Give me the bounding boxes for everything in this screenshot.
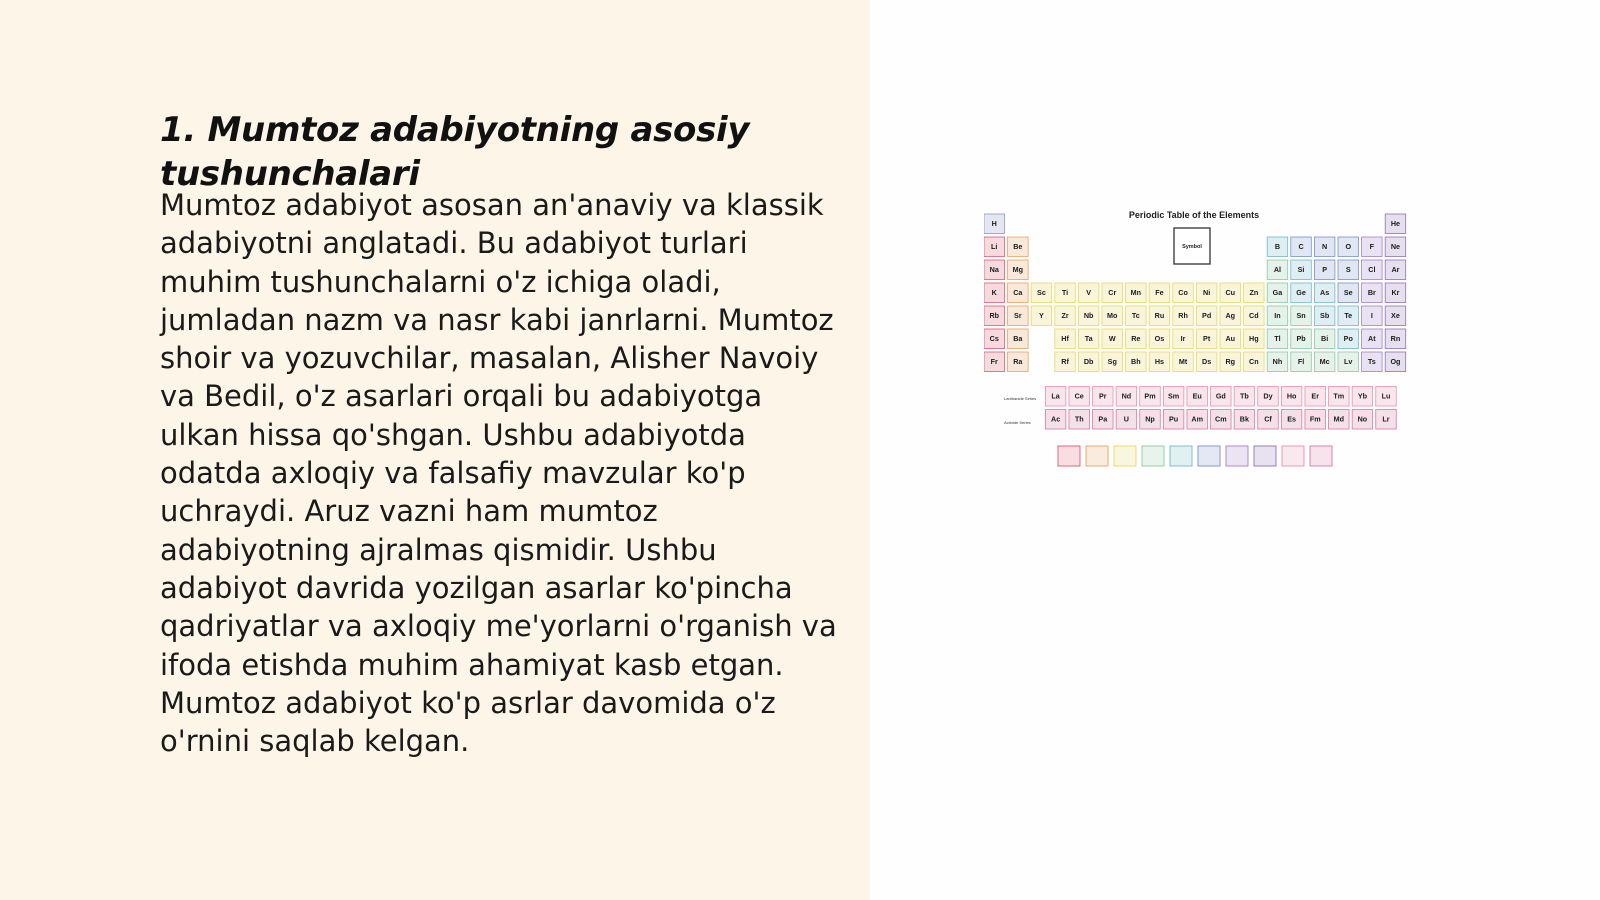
element-symbol-bk: Bk xyxy=(1239,414,1250,424)
legend-swatch xyxy=(1058,446,1080,466)
element-symbol-cm: Cm xyxy=(1215,414,1227,424)
element-symbol-sc: Sc xyxy=(1037,288,1046,297)
element-symbol-pd: Pd xyxy=(1202,311,1212,320)
slide-body-text: Mumtoz adabiyot asosan an'anaviy va klassik adabiyotni anglatadi. Bu adabiyot turlari muhim tushunchalarni o'z ichiga oladi, jumladan nazm va nasr kabi janrlarni. Mumtoz shoir va yozuvchilar, masalan, Alisher Navoiy va Bedil, o'z asarlari orqali bu adabiyotga ulkan hissa qo'shgan. Ushbu adabiyotda odatda axloqiy va falsafiy mavzular ko'p uchraydi. Aruz vazni ham mumtoz adabiyotning ajralmas qismidir. Ushbu adabiyot davrida yozilgan asarlar ko'pincha qadriyatlar va axloqiy me'yorlarni o'rganish va ifoda etishda muhim ahamiyat kasb etgan. Mumtoz adabiyot ko'p asrlar davomida o'z o'rnini saqlab kelgan. xyxy=(160,188,837,759)
element-symbol-cr: Cr xyxy=(1108,288,1117,297)
element-symbol-ar: Ar xyxy=(1391,265,1400,274)
element-symbol-mn: Mn xyxy=(1130,288,1142,297)
element-symbol-sm: Sm xyxy=(1168,391,1180,401)
element-symbol-y: Y xyxy=(1039,311,1044,320)
element-symbol-os: Os xyxy=(1154,334,1165,343)
element-symbol-bh: Bh xyxy=(1131,357,1141,366)
lanthanide-series-label: Lanthanide Series xyxy=(1004,396,1037,401)
element-symbol-fr: Fr xyxy=(990,357,998,366)
element-symbol-nd: Nd xyxy=(1121,391,1132,401)
element-symbol-mg: Mg xyxy=(1012,265,1024,274)
element-symbol-as: As xyxy=(1320,288,1330,297)
element-symbol-lr: Lr xyxy=(1382,414,1390,424)
element-symbol-au: Au xyxy=(1225,334,1236,343)
element-symbol-na: Na xyxy=(989,265,999,274)
element-symbol-k: K xyxy=(991,288,997,297)
element-symbol-mo: Mo xyxy=(1107,311,1118,320)
slide-title: 1. Mumtoz adabiyotning asosiy tushunchalari xyxy=(160,110,750,194)
element-symbol-f: F xyxy=(1369,242,1375,251)
element-symbol-ac: Ac xyxy=(1051,414,1061,424)
legend-swatch xyxy=(1198,446,1220,466)
element-symbol-ne: Ne xyxy=(1390,242,1401,251)
legend-swatch xyxy=(1226,446,1248,466)
element-symbol-se: Se xyxy=(1343,288,1353,297)
element-symbol-n: N xyxy=(1322,242,1328,251)
element-symbol-ti: Ti xyxy=(1061,288,1069,297)
element-symbol-ce: Ce xyxy=(1074,391,1084,401)
element-symbol-fe: Fe xyxy=(1155,288,1164,297)
element-symbol-pa: Pa xyxy=(1098,414,1108,424)
legend-swatch xyxy=(1282,446,1304,466)
element-symbol-fm: Fm xyxy=(1309,414,1321,424)
element-symbol-w: W xyxy=(1108,334,1116,343)
element-symbol-tb: Tb xyxy=(1240,391,1249,401)
element-symbol-b: B xyxy=(1274,242,1281,251)
element-symbol-cl: Cl xyxy=(1368,265,1376,274)
element-symbol-ag: Ag xyxy=(1225,311,1236,320)
element-symbol-re: Re xyxy=(1131,334,1141,343)
element-symbol-sn: Sn xyxy=(1296,311,1306,320)
legend-swatch xyxy=(1142,446,1164,466)
element-symbol-pm: Pm xyxy=(1144,391,1156,401)
element-symbol-pr: Pr xyxy=(1099,391,1107,401)
element-symbol-i: I xyxy=(1370,311,1373,320)
element-symbol-ho: Ho xyxy=(1286,391,1297,401)
key-symbol: Symbol xyxy=(1182,244,1202,250)
legend-swatch xyxy=(1170,446,1192,466)
element-symbol-hg: Hg xyxy=(1249,334,1259,343)
element-symbol-lv: Lv xyxy=(1344,357,1353,366)
element-symbol-nb: Nb xyxy=(1083,311,1094,320)
element-symbol-in: In xyxy=(1274,311,1281,320)
legend-swatch xyxy=(1254,446,1276,466)
element-symbol-be: Be xyxy=(1013,242,1023,251)
element-symbol-ds: Ds xyxy=(1202,357,1212,366)
element-symbol-rb: Rb xyxy=(989,311,1000,320)
element-symbol-ts: Ts xyxy=(1367,357,1376,366)
element-symbol-tc: Tc xyxy=(1131,311,1140,320)
element-symbol-cn: Cn xyxy=(1249,357,1259,366)
element-symbol-br: Br xyxy=(1367,288,1376,297)
element-symbol-rf: Rf xyxy=(1061,357,1069,366)
element-symbol-fl: Fl xyxy=(1297,357,1305,366)
element-symbol-ir: Ir xyxy=(1180,334,1186,343)
element-symbol-ge: Ge xyxy=(1296,288,1306,297)
element-symbol-ca: Ca xyxy=(1013,288,1023,297)
element-symbol-er: Er xyxy=(1311,391,1320,401)
element-symbol-ga: Ga xyxy=(1272,288,1283,297)
category-legend xyxy=(1058,446,1332,466)
element-symbol-cd: Cd xyxy=(1249,311,1259,320)
element-symbol-zn: Zn xyxy=(1249,288,1259,297)
element-symbol-h: H xyxy=(991,219,997,228)
element-symbol-hf: Hf xyxy=(1061,334,1069,343)
element-symbol-ra: Ra xyxy=(1013,357,1023,366)
element-symbol-cs: Cs xyxy=(989,334,999,343)
element-symbol-es: Es xyxy=(1287,414,1297,424)
element-symbol-he: He xyxy=(1390,219,1401,228)
element-symbol-tl: Tl xyxy=(1274,334,1281,343)
element-symbol-sr: Sr xyxy=(1014,311,1022,320)
element-symbol-pu: Pu xyxy=(1169,414,1179,424)
legend-swatch xyxy=(1086,446,1108,466)
element-symbol-c: C xyxy=(1298,242,1304,251)
element-symbol-cu: Cu xyxy=(1225,288,1236,297)
element-symbol-zr: Zr xyxy=(1061,311,1069,320)
element-symbol-nh: Nh xyxy=(1272,357,1283,366)
legend-swatch xyxy=(1114,446,1136,466)
element-symbol-md: Md xyxy=(1333,414,1345,424)
element-symbol-db: Db xyxy=(1083,357,1094,366)
element-symbol-xe: Xe xyxy=(1391,311,1400,320)
element-symbol-s: S xyxy=(1345,265,1351,274)
element-symbol-al: Al xyxy=(1273,265,1282,274)
element-symbol-u: U xyxy=(1123,414,1130,424)
element-symbol-li: Li xyxy=(991,242,998,251)
actinide-series-label: Actinide Series xyxy=(1004,420,1031,425)
element-symbol-rg: Rg xyxy=(1225,357,1236,366)
element-symbol-og: Og xyxy=(1390,357,1401,366)
element-symbol-lu: Lu xyxy=(1381,391,1391,401)
element-symbol-at: At xyxy=(1368,334,1376,343)
element-symbol-co: Co xyxy=(1178,288,1188,297)
periodic-table-image xyxy=(984,200,1416,480)
legend-swatch xyxy=(1310,446,1332,466)
element-symbol-dy: Dy xyxy=(1263,391,1273,401)
element-symbol-o: O xyxy=(1345,242,1352,251)
element-symbol-p: P xyxy=(1322,265,1328,274)
element-symbol-yb: Yb xyxy=(1357,391,1368,401)
element-symbol-ni: Ni xyxy=(1203,288,1211,297)
element-symbol-la: La xyxy=(1051,391,1060,401)
element-symbol-bi: Bi xyxy=(1321,334,1329,343)
element-symbol-mt: Mt xyxy=(1178,357,1188,366)
element-symbol-hs: Hs xyxy=(1154,357,1165,366)
element-symbol-pt: Pt xyxy=(1203,334,1211,343)
element-symbol-pb: Pb xyxy=(1296,334,1306,343)
element-symbol-no: No xyxy=(1357,414,1368,424)
element-symbol-rn: Rn xyxy=(1390,334,1401,343)
element-symbol-v: V xyxy=(1086,288,1092,297)
element-symbol-tm: Tm xyxy=(1333,391,1345,401)
element-symbol-th: Th xyxy=(1074,414,1084,424)
element-symbol-ba: Ba xyxy=(1013,334,1023,343)
element-symbol-ru: Ru xyxy=(1154,311,1165,320)
periodic-table-title: Periodic Table of the Elements xyxy=(1128,210,1260,220)
element-symbol-kr: Kr xyxy=(1391,288,1400,297)
element-symbol-si: Si xyxy=(1297,265,1305,274)
element-symbol-gd: Gd xyxy=(1215,391,1226,401)
element-symbol-mc: Mc xyxy=(1319,357,1330,366)
element-symbol-ta: Ta xyxy=(1084,334,1093,343)
element-symbol-am: Am xyxy=(1191,414,1204,424)
element-symbol-np: Np xyxy=(1145,414,1155,424)
element-symbol-cf: Cf xyxy=(1264,414,1272,424)
element-symbol-te: Te xyxy=(1344,311,1353,320)
element-symbol-eu: Eu xyxy=(1192,391,1202,401)
element-symbol-sg: Sg xyxy=(1107,357,1117,366)
element-symbol-sb: Sb xyxy=(1320,311,1330,320)
element-symbol-po: Po xyxy=(1343,334,1353,343)
element-symbol-rh: Rh xyxy=(1178,311,1188,320)
